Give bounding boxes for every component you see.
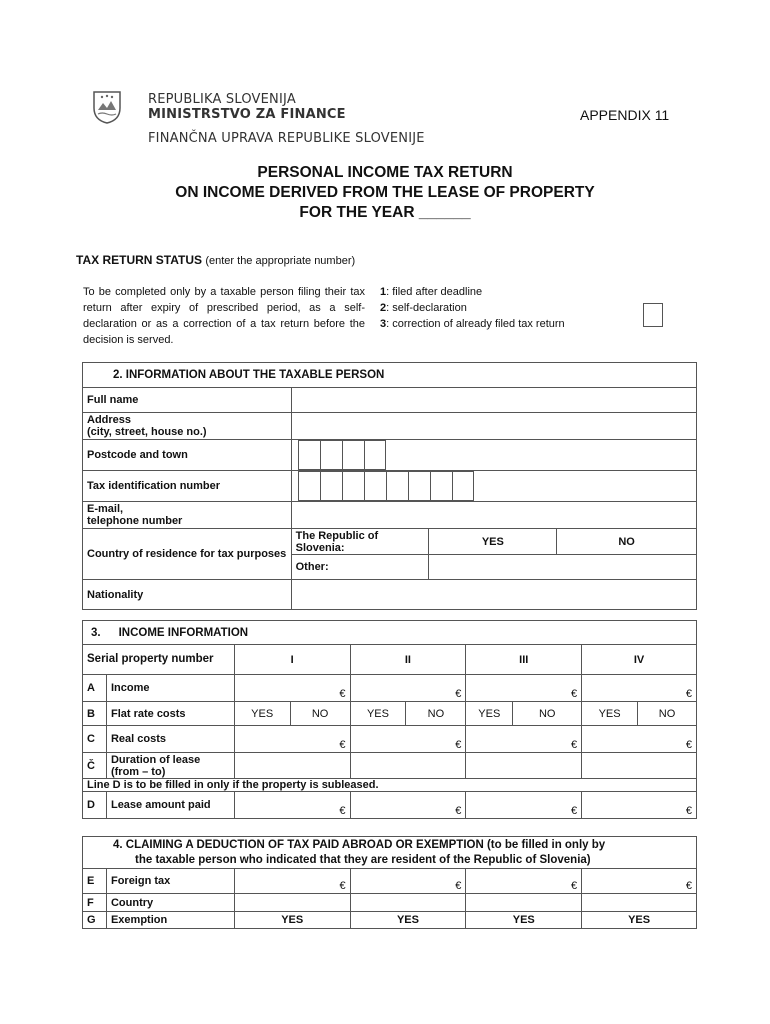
- address-sub: (city, street, house no.): [87, 426, 207, 438]
- email-field[interactable]: [291, 502, 696, 529]
- section-4-table: [82, 836, 697, 929]
- foreign-tax-ii[interactable]: €: [350, 869, 466, 894]
- row-g-label: Exemption: [106, 912, 234, 929]
- nationality-label: Nationality: [83, 580, 292, 610]
- row-f-label: Country: [106, 894, 234, 912]
- foreign-tax-iii[interactable]: €: [466, 869, 582, 894]
- row-e-label: Foreign tax: [106, 869, 234, 894]
- residence-no[interactable]: NO: [557, 529, 697, 555]
- country-iv[interactable]: [582, 894, 697, 912]
- row-f-letter: F: [83, 894, 107, 912]
- status-heading-note: (enter the appropriate number): [205, 255, 356, 267]
- address-text: Address: [87, 414, 132, 426]
- col-iv: IV: [582, 645, 697, 675]
- real-iv[interactable]: €: [582, 726, 697, 753]
- foreign-tax-iv[interactable]: €: [582, 869, 697, 894]
- full-name-field[interactable]: [291, 388, 696, 413]
- full-name-label: Full name: [83, 388, 292, 413]
- section-2-heading: 2. INFORMATION ABOUT THE TAXABLE PERSON: [83, 363, 697, 388]
- address-label: [83, 413, 292, 440]
- lease-paid-iv[interactable]: €: [582, 792, 697, 819]
- row-d-label: Lease amount paid: [106, 792, 234, 819]
- flat-iii-yes[interactable]: YES: [466, 702, 513, 726]
- section-3-heading: [83, 621, 697, 645]
- flat-iii-no[interactable]: NO: [513, 702, 582, 726]
- country-label: Country of residence for tax purposes: [83, 529, 292, 580]
- income-i[interactable]: €: [234, 675, 350, 702]
- lease-paid-iii[interactable]: €: [466, 792, 582, 819]
- header-line-2: MINISTRSTVO ZA FINANCE: [148, 107, 346, 122]
- income-iv[interactable]: €: [582, 675, 697, 702]
- status-option-3: [380, 316, 565, 332]
- lease-ii[interactable]: [350, 753, 466, 779]
- row-ch-letter: Č: [83, 753, 107, 779]
- row-b-letter: B: [83, 702, 107, 726]
- title-line-2: ON INCOME DERIVED FROM THE LEASE OF PROPERTY: [175, 184, 595, 201]
- row-ch-label: [106, 753, 234, 779]
- flat-i-yes[interactable]: YES: [234, 702, 290, 726]
- opt1-text: : filed after deadline: [386, 286, 483, 298]
- exemption-i[interactable]: YES: [234, 912, 350, 929]
- exemption-iii[interactable]: YES: [466, 912, 582, 929]
- flat-i-no[interactable]: NO: [290, 702, 350, 726]
- status-heading: [76, 253, 355, 267]
- foreign-tax-i[interactable]: €: [234, 869, 350, 894]
- lease-paid-i[interactable]: €: [234, 792, 350, 819]
- tin-label: Tax identification number: [83, 471, 292, 502]
- postcode-label: Postcode and town: [83, 440, 292, 471]
- row-c-letter: C: [83, 726, 107, 753]
- flat-iv-yes[interactable]: YES: [582, 702, 638, 726]
- section-3-table: [82, 620, 697, 819]
- flat-ii-no[interactable]: NO: [406, 702, 466, 726]
- other-country-field[interactable]: [429, 555, 697, 580]
- status-options: [380, 284, 565, 332]
- section-4-title-2: the taxable person who indicated that they are resident of the Republic of Slovenia): [135, 853, 591, 866]
- email-sub: telephone number: [87, 515, 183, 527]
- lease-paid-ii[interactable]: €: [350, 792, 466, 819]
- row-c-label: Real costs: [106, 726, 234, 753]
- opt3-num: 3: [380, 318, 387, 330]
- coat-of-arms-icon: [92, 90, 122, 124]
- status-checkbox[interactable]: [643, 303, 663, 327]
- row-d-letter: D: [83, 792, 107, 819]
- row-a-label: Income: [106, 675, 234, 702]
- title-line-3: FOR THE YEAR ______: [299, 204, 471, 221]
- header-line-3: FINANČNA UPRAVA REPUBLIKE SLOVENIJE: [148, 131, 425, 146]
- income-ii[interactable]: €: [350, 675, 466, 702]
- row-ch-sub: (from – to): [110, 765, 166, 778]
- country-i[interactable]: [234, 894, 350, 912]
- section-2-table: [82, 362, 697, 610]
- real-ii[interactable]: €: [350, 726, 466, 753]
- col-i: I: [234, 645, 350, 675]
- col-iii: III: [466, 645, 582, 675]
- section-3-title: INCOME INFORMATION: [118, 626, 249, 639]
- row-g-letter: G: [83, 912, 107, 929]
- nationality-field[interactable]: [291, 580, 696, 610]
- lease-iii[interactable]: [466, 753, 582, 779]
- header-line-1: REPUBLIKA SLOVENIJA: [148, 92, 296, 107]
- tin-field[interactable]: [291, 471, 696, 502]
- col-ii: II: [350, 645, 466, 675]
- exemption-iv[interactable]: YES: [582, 912, 697, 929]
- section-4-title: 4. CLAIMING A DEDUCTION OF TAX PAID ABROAD OR EXEMPTION (to be filled in only by: [113, 838, 606, 851]
- opt2-text: : self-declaration: [386, 302, 467, 314]
- country-iii[interactable]: [466, 894, 582, 912]
- postcode-field[interactable]: [291, 440, 696, 471]
- lease-i[interactable]: [234, 753, 350, 779]
- section-3-num: 3.: [91, 626, 101, 639]
- flat-iv-no[interactable]: NO: [638, 702, 697, 726]
- email-text: E-mail,: [87, 503, 124, 515]
- real-i[interactable]: €: [234, 726, 350, 753]
- status-heading-text: TAX RETURN STATUS: [76, 253, 202, 267]
- row-b-label: Flat rate costs: [106, 702, 234, 726]
- address-field[interactable]: [291, 413, 696, 440]
- sublease-note: Line D is to be filled in only if the property is subleased.: [83, 779, 697, 792]
- serial-label: Serial property number: [83, 645, 235, 675]
- country-ii[interactable]: [350, 894, 466, 912]
- row-ch-text: Duration of lease: [110, 753, 201, 766]
- other-label: Other:: [291, 555, 429, 580]
- republic-label: The Republic of Slovenia:: [291, 529, 429, 555]
- email-label: [83, 502, 292, 529]
- appendix-label: APPENDIX 11: [580, 107, 670, 123]
- title-line-1: PERSONAL INCOME TAX RETURN: [257, 164, 513, 181]
- opt1-num: 1: [380, 286, 387, 298]
- real-iii[interactable]: €: [466, 726, 582, 753]
- exemption-ii[interactable]: YES: [350, 912, 466, 929]
- income-iii[interactable]: €: [466, 675, 582, 702]
- section-4-heading: [83, 837, 697, 869]
- row-a-letter: A: [83, 675, 107, 702]
- residence-yes[interactable]: YES: [429, 529, 557, 555]
- status-option-2: [380, 300, 565, 316]
- opt3-text: : correction of already filed tax return: [386, 318, 565, 330]
- opt2-num: 2: [380, 302, 387, 314]
- row-e-letter: E: [83, 869, 107, 894]
- status-option-1: [380, 284, 565, 300]
- status-description: To be completed only by a taxable person filing their tax return after expiry of prescribed period, as a self-declaration or as a correction of a tax return before the decision is served.: [83, 286, 365, 346]
- lease-iv[interactable]: [582, 753, 697, 779]
- flat-ii-yes[interactable]: YES: [350, 702, 406, 726]
